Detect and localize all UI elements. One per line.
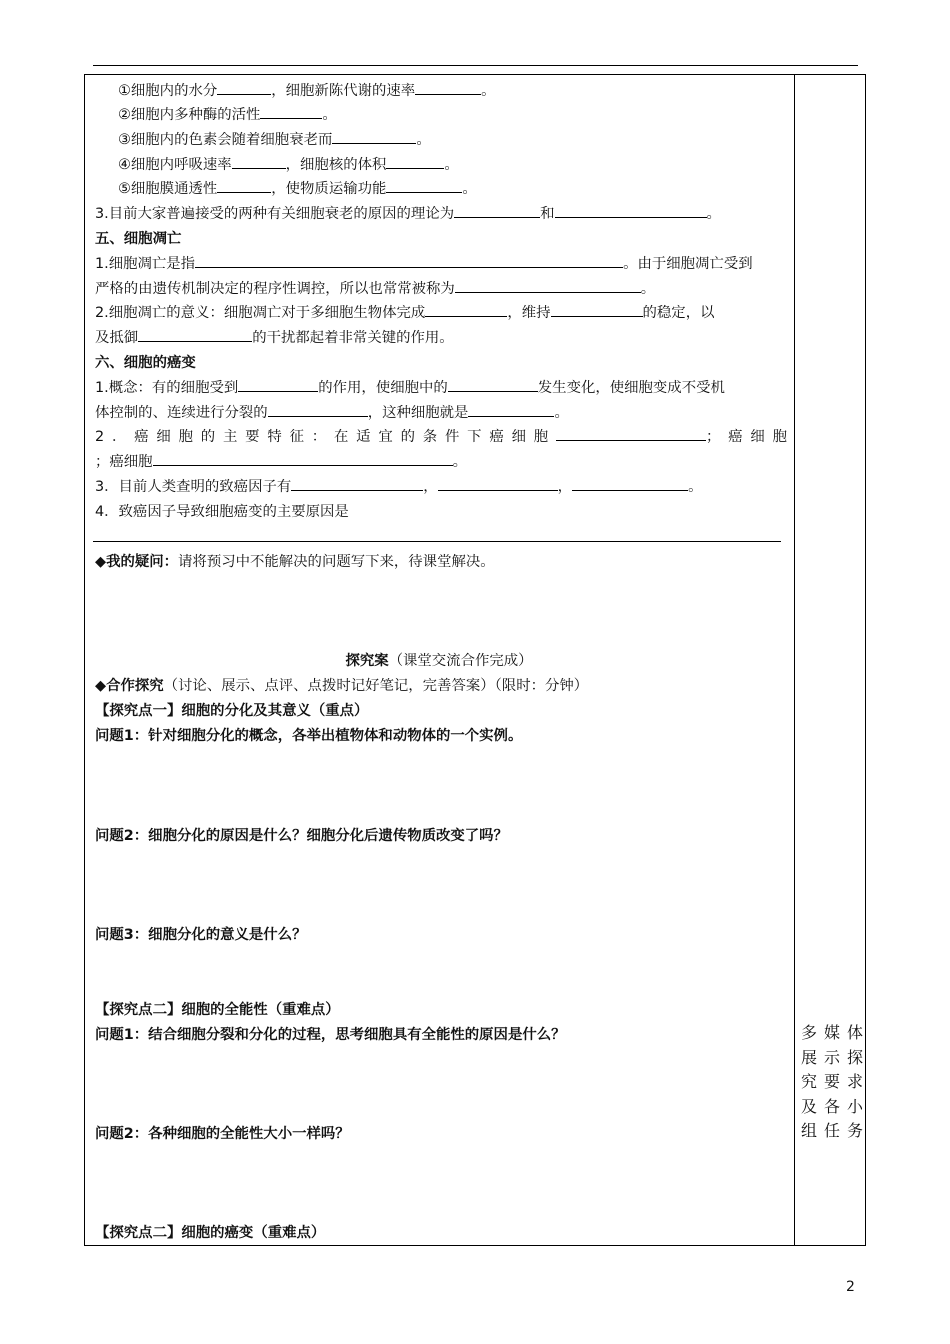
question: 问题3：细胞分化的意义是什么？: [95, 927, 307, 943]
blank[interactable]: [572, 478, 688, 491]
my-doubts: ◆我的疑问：请将预习中不能解决的问题写下来，待课堂解决。: [95, 554, 495, 570]
blank[interactable]: [386, 180, 462, 193]
inquiry-point-2-title: 【探究点二】细胞的全能性（重难点）: [95, 1002, 340, 1018]
question: 问题1：结合细胞分裂和分化的过程，思考细胞具有全能性的原因是什么？: [95, 1027, 566, 1043]
blank[interactable]: [232, 156, 286, 169]
blank[interactable]: [468, 404, 554, 417]
side-note: 多媒体展示探究要求及各小组任务: [801, 1023, 863, 1140]
section-heading: 五、细胞凋亡: [95, 231, 182, 247]
cancer-concept-line: 1.概念：有的细胞受到 的作用，使细胞中的 发生变化，使细胞变成不受机: [95, 380, 725, 396]
question: 问题2：细胞分化的原因是什么？细胞分化后遗传物质改变了吗？: [95, 828, 508, 844]
section-heading: 六、细胞的癌变: [95, 355, 196, 371]
blank[interactable]: [438, 478, 558, 491]
carcinogen-line: 3．目前人类查明的致癌因子有 ， ， 。: [95, 479, 703, 495]
blank[interactable]: [425, 304, 507, 317]
apoptosis-definition-line: 1.细胞凋亡是指 。由于细胞凋亡受到: [95, 256, 753, 272]
explore-title: 探究案（课堂交流合作完成）: [345, 653, 533, 669]
inquiry-point-3-title: 【探究点二】细胞的癌变（重难点）: [95, 1225, 326, 1241]
blank[interactable]: [195, 255, 623, 268]
apoptosis-alias-line: 严格的由遗传机制决定的程序性调控，所以也常常被称为 。: [95, 281, 656, 297]
header-rule: [93, 65, 858, 66]
blank[interactable]: [386, 156, 444, 169]
blank[interactable]: [415, 82, 481, 95]
cancer-concept-line-2: 体控制的、连续进行分裂的 ，这种细胞就是 。: [95, 405, 569, 421]
blank[interactable]: [556, 428, 706, 441]
blank[interactable]: [555, 205, 707, 218]
cancer-feature-line-2: ；癌细胞 。: [95, 454, 467, 470]
worksheet-table: [84, 74, 866, 1246]
column-divider: [794, 75, 795, 1245]
enzyme-line: ②细胞内多种酶的活性 。: [118, 107, 337, 123]
question: 问题1：针对细胞分化的概念，各举出植物体和动物体的一个实例。: [95, 728, 523, 744]
pigment-line: ③细胞内的色素会随着细胞衰老而 。: [118, 132, 431, 148]
cancer-feature-line: 2．癌细胞的主要特征：在适宜的条件下癌细胞 ；癌细胞: [95, 429, 787, 445]
blank[interactable]: [455, 280, 641, 293]
blank[interactable]: [268, 404, 368, 417]
aging-theory-line: 3.目前大家普遍接受的两种有关细胞衰老的原因的理论为 和 。: [95, 206, 721, 222]
blank[interactable]: [217, 180, 271, 193]
blank[interactable]: [454, 205, 540, 218]
blank[interactable]: [332, 131, 416, 144]
blank[interactable]: [448, 379, 538, 392]
carcinogen-cause-line: 4．致癌因子导致细胞癌变的主要原因是: [95, 504, 349, 520]
blank[interactable]: [138, 329, 252, 342]
blank[interactable]: [238, 379, 318, 392]
water-line: ①细胞内的水分 ，细胞新陈代谢的速率 。: [118, 83, 496, 99]
membrane-line: ⑤细胞膜通透性 ，使物质运输功能 。: [118, 181, 477, 197]
answer-line[interactable]: [93, 541, 781, 542]
blank[interactable]: [291, 478, 423, 491]
blank[interactable]: [260, 106, 322, 119]
blank[interactable]: [551, 304, 643, 317]
blank[interactable]: [153, 453, 453, 466]
apoptosis-meaning-line-2: 及抵御 的干扰都起着非常关键的作用。: [95, 330, 454, 346]
question: 问题2：各种细胞的全能性大小一样吗？: [95, 1126, 350, 1142]
apoptosis-meaning-line: 2.细胞凋亡的意义：细胞凋亡对于多细胞生物体完成 ，维持 的稳定，以: [95, 305, 715, 321]
respiration-line: ④细胞内呼吸速率 ，细胞核的体积 。: [118, 157, 459, 173]
cooperative-inquiry: ◆合作探究（讨论、展示、点评、点拨时记好笔记，完善答案）（限时：分钟）: [95, 678, 589, 694]
blank[interactable]: [217, 82, 271, 95]
page-number: 2: [846, 1279, 855, 1295]
inquiry-point-1-title: 【探究点一】细胞的分化及其意义（重点）: [95, 703, 369, 719]
